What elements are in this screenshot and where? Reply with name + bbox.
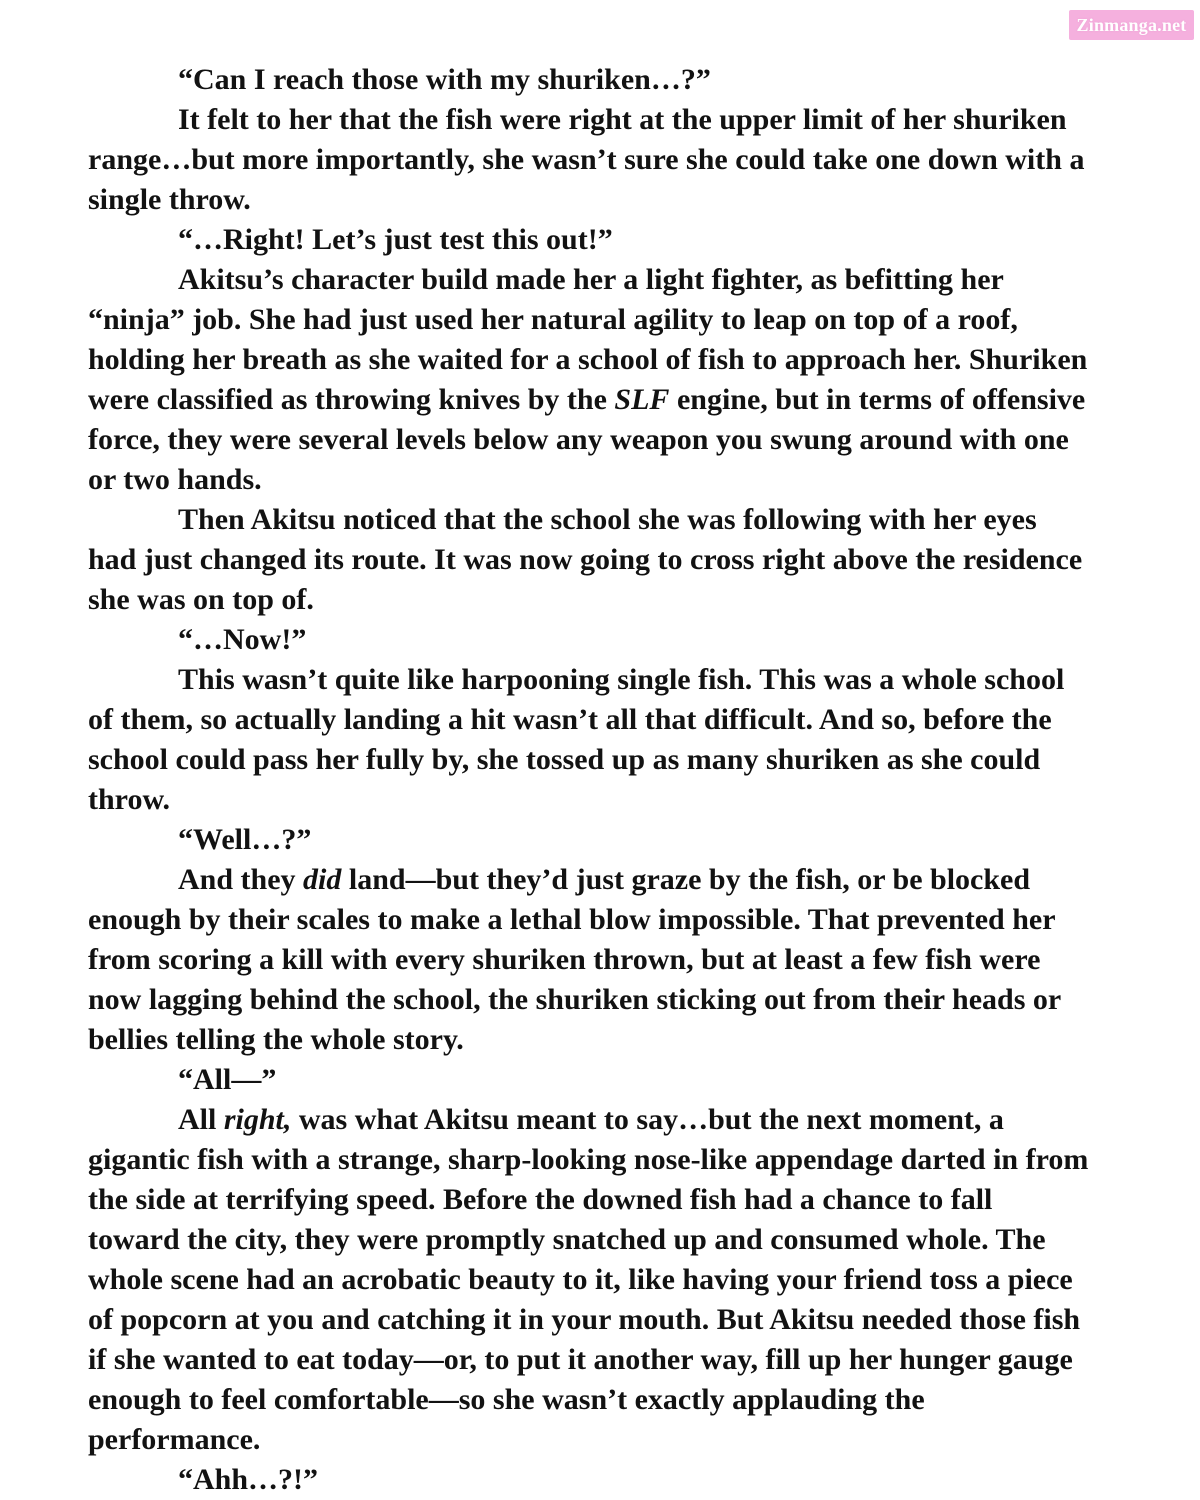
- text-run: “Well…?”: [178, 823, 312, 856]
- text-run: Akitsu’s character build made her a light fighter, as befitting her “ninja” job. She had just used her natural agility to leap on top of a roof, holding her breath as she waited for a school of fish to approach her. Shuriken were classified as throwing knives by the: [88, 263, 1088, 416]
- italic-text-run: did: [303, 863, 342, 896]
- paragraph: [88, 260, 1090, 500]
- text-run: “…Right! Let’s just test this out!”: [178, 223, 613, 256]
- paragraph: [88, 660, 1090, 820]
- paragraph: [88, 820, 1090, 860]
- italic-text-run: right,: [223, 1103, 292, 1136]
- text-run: And they: [178, 863, 304, 896]
- paragraph: [88, 860, 1090, 1060]
- text-run: “All—”: [178, 1063, 277, 1096]
- paragraph: [88, 220, 1090, 260]
- text-run: “Ahh…?!”: [178, 1463, 319, 1496]
- text-run: “Can I reach those with my shuriken…?”: [178, 63, 711, 96]
- paragraph: [88, 620, 1090, 660]
- paragraph: [88, 1100, 1090, 1460]
- text-run: engine, but in terms of offensive force, they were several levels below any weapon you swung around with one or two hands.: [88, 383, 1086, 496]
- watermark-badge: Zinmanga.net: [1069, 10, 1194, 40]
- text-run: All: [178, 1103, 224, 1136]
- paragraph: [88, 500, 1090, 620]
- text-run: This wasn’t quite like harpooning single fish. This was a whole school of them, so actually landing a hit wasn’t all that difficult. And so, before the school could pass her fully by, she tossed up as many shuriken as she could throw.: [88, 663, 1065, 816]
- text-run: “…Now!”: [178, 623, 307, 656]
- paragraph: [88, 60, 1090, 100]
- italic-text-run: SLF: [614, 383, 670, 416]
- paragraph: [88, 1460, 1090, 1500]
- paragraph: [88, 1060, 1090, 1100]
- text-run: land—but they’d just graze by the fish, or be blocked enough by their scales to make a lethal blow impossible. That prevented her from scoring a kill with every shuriken thrown, but at least a few fish were now lagging behind the school, the shuriken sticking out from their heads or bellies telling the whole story.: [88, 863, 1061, 1056]
- text-run: Then Akitsu noticed that the school she was following with her eyes had just changed its route. It was now going to cross right above the residence she was on top of.: [88, 503, 1083, 616]
- page-text: [88, 60, 1090, 1500]
- text-run: was what Akitsu meant to say…but the next moment, a gigantic fish with a strange, sharp-looking nose-like appendage darted in from the side at terrifying speed. Before the downed fish had a chance to fall toward the city, they were promptly snatched up and consumed whole. The whole scene had an acrobatic beauty to it, like having your friend toss a piece of popcorn at you and catching it in your mouth. But Akitsu needed those fish if she wanted to eat today—or, to put it another way, fill up her hunger gauge enough to feel comfortable—so she wasn’t exactly applauding the performance.: [88, 1103, 1089, 1456]
- paragraph: [88, 100, 1090, 220]
- text-run: It felt to her that the fish were right at the upper limit of her shuriken range…but more importantly, she wasn’t sure she could take one down with a single throw.: [88, 103, 1085, 216]
